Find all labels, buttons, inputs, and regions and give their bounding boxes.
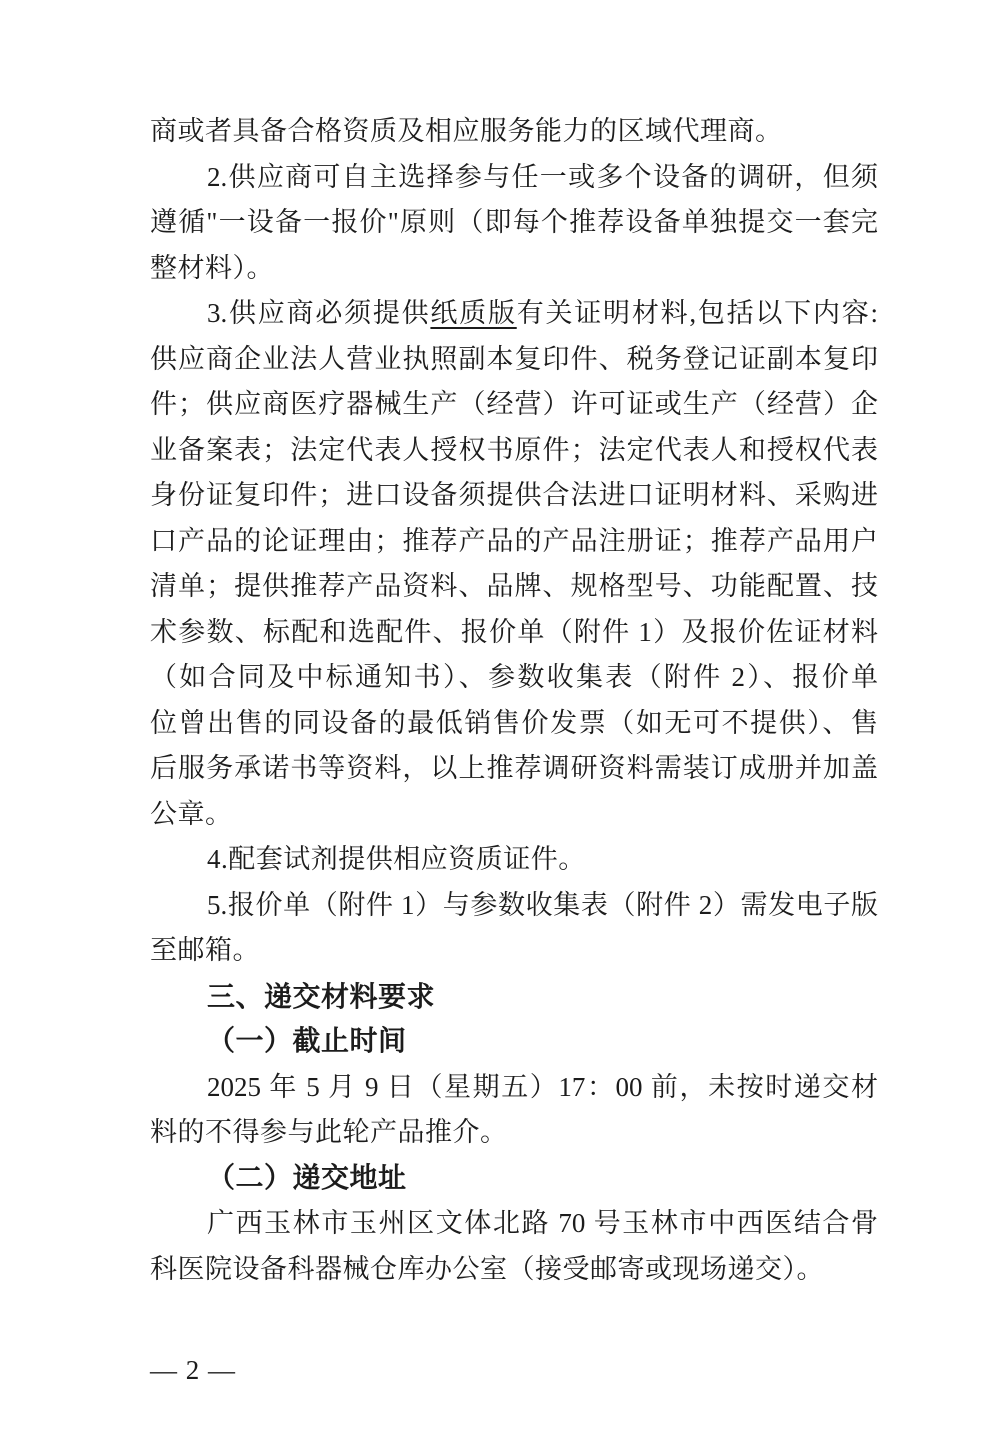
- doc-line: 科医院设备科器械仓库办公室（接受邮寄或现场递交）。: [150, 1253, 824, 1284]
- doc-line: 身份证复印件；进口设备须提供合法进口证明材料、采购进: [150, 480, 878, 510]
- page-number: — 2 —: [150, 1355, 236, 1385]
- doc-line: （如合同及中标通知书）、参数收集表（附件 2）、报价单: [150, 662, 878, 692]
- doc-line: 广西玉林市玉州区文体北路 70 号玉林市中西医结合骨: [207, 1208, 878, 1238]
- doc-line-segment: 3.供应商必须提供: [207, 298, 431, 328]
- doc-line: 2.供应商可自主选择参与任一或多个设备的调研，但须: [207, 161, 878, 192]
- doc-line: [150, 291, 878, 337]
- doc-line: 公章。: [150, 798, 233, 829]
- doc-line: 口产品的论证理由；推荐产品的产品注册证；推荐产品用户: [150, 525, 878, 556]
- doc-line: 供应商企业法人营业执照副本复印件、税务登记证副本复印: [150, 343, 878, 374]
- doc-line: 位曾出售的同设备的最低销售价发票（如无可不提供）、售: [150, 707, 878, 738]
- doc-line: 整材料）。: [150, 252, 274, 283]
- doc-line: 遵循"一设备一报价"原则（即每个推荐设备单独提交一套完: [150, 207, 878, 237]
- doc-line: 2025 年 5 月 9 日（星期五）17：00 前，未按时递交材: [207, 1071, 878, 1102]
- doc-line: 术参数、标配和选配件、报价单（附件 1）及报价佐证材料: [150, 616, 878, 647]
- heading-address: （二）递交地址: [207, 1162, 407, 1194]
- underlined-text: 纸质版: [430, 298, 517, 328]
- doc-line: 4.配套试剂提供相应资质证件。: [207, 844, 586, 874]
- doc-line: 后服务承诺书等资料，以上推荐调研资料需装订成册并加盖: [150, 753, 878, 783]
- heading-deadline: （一）截止时间: [207, 1026, 407, 1057]
- doc-line-segment: 有关证明材料,包括以下内容:: [516, 298, 878, 328]
- document-body: [150, 109, 878, 1292]
- doc-line: 件；供应商医疗器械生产（经营）许可证或生产（经营）企: [150, 389, 878, 419]
- doc-line: 商或者具备合格资质及相应服务能力的区域代理商。: [150, 116, 783, 146]
- doc-line: 至邮箱。: [150, 935, 260, 965]
- doc-line: 业备案表；法定代表人授权书原件；法定代表人和授权代表: [150, 434, 878, 465]
- doc-line: 清单；提供推荐产品资料、品牌、规格型号、功能配置、技: [150, 571, 878, 601]
- doc-line: 5.报价单（附件 1）与参数收集表（附件 2）需发电子版: [207, 889, 878, 920]
- doc-line: 料的不得参与此轮产品推介。: [150, 1117, 508, 1147]
- heading-section-3: 三、递交材料要求: [207, 980, 436, 1012]
